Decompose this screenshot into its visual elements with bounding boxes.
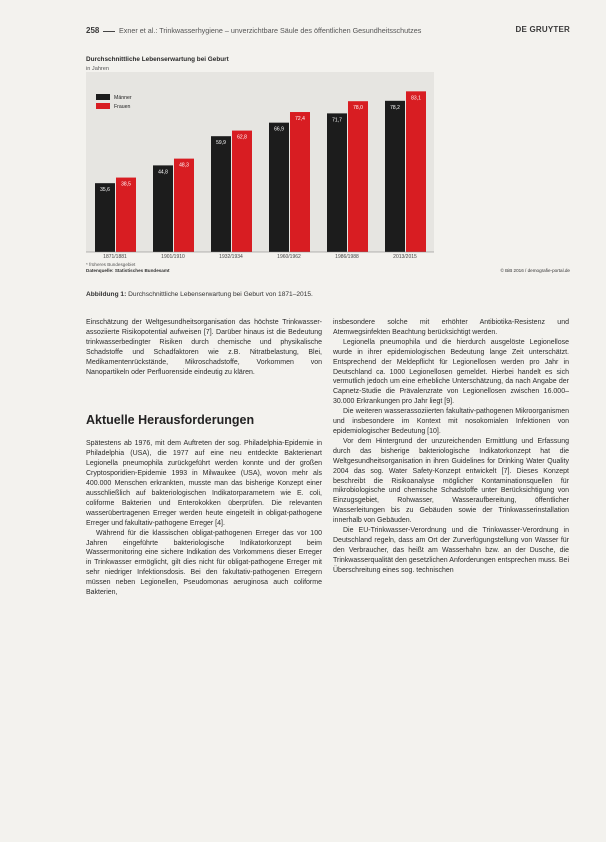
bar-value-label: 83,1: [411, 95, 421, 102]
chart-credit: © BiB 2016 / demografie-portal.de: [500, 268, 570, 273]
bar-chart: [86, 52, 570, 262]
bar-maenner: [385, 101, 405, 252]
section-heading: Aktuelle Herausforderungen: [86, 413, 255, 428]
left-paragraph-2: Spätestens ab 1976, mit dem Auftreten der sog. Philadelphia-Epidemie in Philadelphia (USA), die 1977 auf eine neu entdeckte Bakterienart Legionella pneumophila zurückgeführt werden konnte und der großen Cryptosporidien-Epidemie 1993 in Milwaukee (USA), wovon mehr als 400.000 Menschen erkrankten, musste man das bisherige Konzept einer ausschließlich auf bakteriologischen Indikatorparametern wie E. coli, coliforme Bakterien und Enterokokken überprüfen. Die relevanten wasserübertragenen Erreger werden heute eingeteilt in obligat-pathogene Erreger und fakultativ-pathogene Erreger [4].: [86, 440, 322, 527]
bar-maenner: [269, 123, 289, 252]
bar-frauen: [290, 112, 310, 252]
chart-notes: [86, 262, 169, 274]
publisher-logo: DE GRUYTER: [515, 25, 570, 34]
right-paragraph-1: insbesondere solche mit erhöhter Antibiotika-Resistenz und Atemwegsinfekten Beachtung berücksichtigt werden.: [333, 319, 569, 336]
bar-frauen: [116, 178, 136, 252]
bar-value-label: 78,2: [390, 104, 400, 111]
legend-swatch: [96, 94, 110, 100]
bar-value-label: 48,3: [179, 162, 189, 169]
caption-label: Abbildung 1:: [86, 291, 127, 298]
x-tick-label: 1901/1910: [161, 254, 185, 260]
bar-value-label: 35,6: [100, 187, 110, 194]
bar-value-label: 78,0: [353, 105, 363, 112]
bar-maenner: [327, 113, 347, 252]
bar-value-label: 71,7: [332, 117, 342, 124]
left-paragraph-1: Einschätzung der Weltgesundheitsorganisation das höchste Trinkwasser-assoziierte Risikopotential aufweisen [7]. Darüber hinaus ist die Bedeutung trinkwasserbedingter Risiken durch chemische und physikalische Schadstoffe und Schadfaktoren wie z.B. Nitratbelastung, Blei, Medikamentenrückstände, Mikroschadstoffe, Vorkommen von Nanopartikeln oder Perfluorenside eindeutig zu klären.: [86, 319, 322, 376]
legend-label: Frauen: [114, 104, 131, 110]
bar-value-label: 44,8: [158, 169, 168, 176]
bar-value-label: 66,9: [274, 126, 284, 133]
page-number: 258: [86, 26, 100, 35]
figure-1: [86, 52, 570, 284]
chart-plot-area: [86, 72, 434, 252]
bar-value-label: 72,4: [295, 116, 305, 123]
legend-swatch: [96, 103, 110, 109]
legend-label: Männer: [114, 95, 132, 101]
bar-frauen: [232, 131, 252, 252]
bar-maenner: [153, 165, 173, 252]
running-title: Exner et al.: Trinkwasserhygiene – unverzichtbare Säule des öffentlichen Gesundheitsschutzes: [119, 26, 422, 35]
right-paragraph-2: Legionella pneumophila und die hierdurch ausgelöste Legionellose wurde in ihrer epidemiologischen Bedeutung lange Zeit unterschätzt. Entsprechend der Meldepflicht für Legionellosen werden pro Jahr in Deutschland ca. 1000 Legionellosen gemeldet. Hierbei handelt es sich vermutlich jedoch um eine erhebliche Unterschätzung, da nach Angabe der Capnetz-Studie die Prävalenzrate von Legionellosen zwischen 16.000–30.000 Erkrankungen pro Jahr liegt [9].: [333, 338, 569, 406]
bar-value-label: 38,5: [121, 181, 131, 188]
right-paragraph-3: Die weiteren wasserassoziierten fakultativ-pathogenen Mikroorganismen und insbesondere im Kontext mit nosokomialen Infektionen von epidemiologischer Bedeutung [10].: [333, 408, 569, 435]
bar-maenner: [95, 183, 115, 252]
x-tick-label: 1960/1962: [277, 254, 301, 260]
bar-maenner: [211, 136, 231, 252]
right-column: [333, 318, 569, 576]
chart-source: Datenquelle: Statistisches Bundesamt: [86, 268, 170, 273]
page-header: [86, 24, 570, 38]
header-rule: [103, 31, 115, 32]
right-paragraph-4: Vor dem Hintergrund der unzureichenden Ermittlung und Erfassung durch das bisherige bakteriologische Indikatorkonzept hat die Weltgesundheitsorganisation in ihren Guidelines for Drinking Water Quality 2004 das sog. Water Safety-Konzept entwickelt [7]. Dieses Konzept beschreibt die Risikoanalyse möglicher Kontaminationsquellen für mikrobiologische und chemische Schadstoffe unter Berücksichtigung von Einzugsgebiet, Rohwasser, Wasseraufbereitung, öffentlicher Wasserleitungen bis zu Gebäuden sowie der Trinkwasserinstallation innerhalb von Gebäuden.: [333, 437, 569, 525]
bar-value-label: 62,8: [237, 134, 247, 141]
x-tick-label: 1932/1934: [219, 254, 243, 260]
chart-title: Durchschnittliche Lebenserwartung bei Geburt: [86, 56, 229, 63]
figure-caption: [86, 291, 313, 298]
right-paragraph-5: Die EU-Trinkwasser-Verordnung und die Trinkwasser-Verordnung in Deutschland regeln, dass am Ort der Zurverfügungstellung von Wasser für den Verbraucher, das heißt am Wasserhahn bzw. an der Dusche, die Trinkwasserqualität den gesetzlichen Anforderungen entsprechen muss. Bei Überschreitung eines sog. technischen: [333, 527, 569, 574]
chart-footnote: * früheres Bundesgebiet: [86, 262, 136, 267]
x-tick-label: 2013/2015: [393, 254, 417, 260]
x-tick-label: 1986/1988: [335, 254, 359, 260]
bar-value-label: 59,9: [216, 140, 226, 147]
bar-frauen: [174, 159, 194, 252]
bar-frauen: [348, 101, 368, 252]
x-tick-label: 1871/1881: [103, 254, 127, 260]
left-paragraph-3: Während für die klassischen obligat-pathogenen Erreger das vor 100 Jahren eingeführte bakteriologische Indikatorkonzept beim Wassermonitoring eine sichere Indikation des Vorkommens dieser Erreger in Trinkwasser ermöglicht, gilt dies nicht für obligat-pathogene Erreger mit sehr niedriger Infektionsdosis. Bei den fakultativ-pathogenen Erregern müssen neben Legionellen, Pseudomonas aeruginosa auch coliforme Bakterien,: [86, 529, 322, 597]
caption-text: Durchschnittliche Lebenserwartung bei Geburt von 1871–2015.: [128, 291, 313, 298]
bar-frauen: [406, 91, 426, 252]
chart-y-label: in Jahren: [86, 66, 110, 72]
left-column: [86, 318, 322, 598]
